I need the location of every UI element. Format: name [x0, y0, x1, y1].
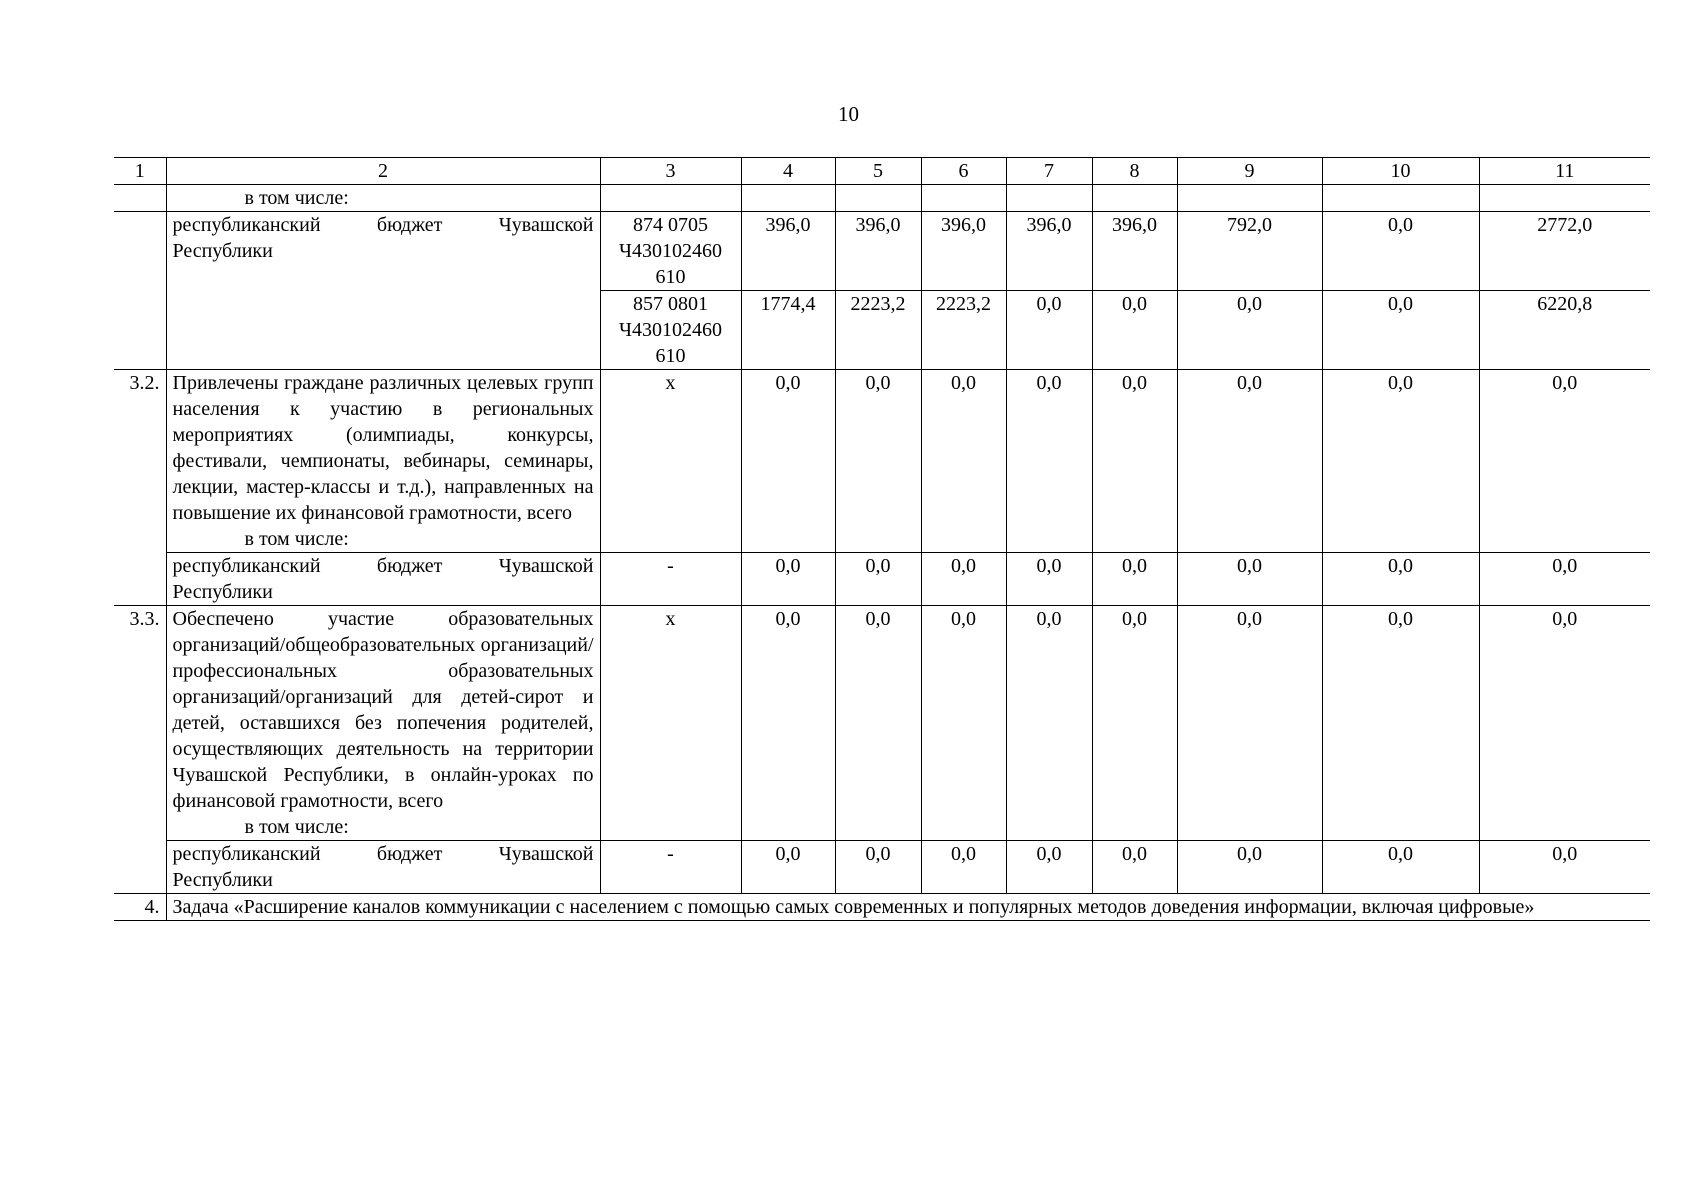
value-cell: 0,0 [921, 370, 1006, 553]
value-cell: 0,0 [1006, 841, 1092, 894]
value-cell: 0,0 [921, 841, 1006, 894]
value-cell: 0,0 [1322, 212, 1479, 291]
value-cell: 0,0 [1092, 553, 1177, 606]
row-index: 3.3. [114, 606, 166, 894]
table-row [114, 841, 1650, 894]
table-row [114, 894, 1650, 921]
row-name: Обеспечено участие образовательных организаций/общеобразовательных организаций/профессиональных образовательных организаций/организаций для детей-сирот и детей, оставшихся без попечения родителей, осуществляющих деятельность на территории Чувашской Республики, в онлайн-уроках по финансовой грамотности, всего в том числе: [166, 606, 600, 841]
value-cell: 0,0 [1322, 553, 1479, 606]
value-cell: 0,0 [1006, 553, 1092, 606]
value-cell: 0,0 [1006, 370, 1092, 553]
value-cell: 0,0 [1479, 370, 1650, 553]
value-cell: 0,0 [1479, 606, 1650, 841]
page-number: 10 [838, 102, 859, 126]
budget-code: 857 0801 Ч430102460 610 [600, 291, 741, 370]
value-cell: 0,0 [741, 841, 835, 894]
including-label: в том числе: [244, 187, 349, 209]
value-cell: 0,0 [835, 370, 921, 553]
value-cell: 396,0 [1006, 212, 1092, 291]
column-number-row [114, 158, 1650, 185]
value-cell: 0,0 [1322, 370, 1479, 553]
value-cell: 0,0 [1479, 553, 1650, 606]
value-cell: 396,0 [1092, 212, 1177, 291]
budget-code: - [600, 553, 741, 606]
column-number: 9 [1177, 158, 1322, 185]
row-index: 3.2. [114, 370, 166, 606]
value-cell: 0,0 [1006, 606, 1092, 841]
value-cell: 2223,2 [835, 291, 921, 370]
value-cell: 0,0 [1177, 370, 1322, 553]
value-cell: 0,0 [1006, 291, 1092, 370]
value-cell: 2223,2 [921, 291, 1006, 370]
table-row [114, 553, 1650, 606]
row-name: республиканский бюджет Чувашской Республики [166, 553, 600, 606]
row-name: Привлечены граждане различных целевых групп населения к участию в региональных мероприятиях (олимпиады, конкурсы, фестивали, чемпионаты, вебинары, семинары, лекции, мастер-классы и т.д.), направленных на повышение их финансовой грамотности, всего в том числе: [166, 370, 600, 553]
row-name: республиканский бюджет Чувашской Республики [166, 841, 600, 894]
column-number: 11 [1479, 158, 1650, 185]
column-number: 6 [921, 158, 1006, 185]
value-cell: 2772,0 [1479, 212, 1650, 291]
table-row [114, 370, 1650, 553]
value-cell: 0,0 [1322, 291, 1479, 370]
value-cell: 0,0 [1092, 291, 1177, 370]
column-number: 4 [741, 158, 835, 185]
column-number: 7 [1006, 158, 1092, 185]
value-cell: 396,0 [835, 212, 921, 291]
value-cell: 0,0 [921, 606, 1006, 841]
budget-code: - [600, 841, 741, 894]
column-number: 1 [114, 158, 166, 185]
value-cell: 0,0 [741, 553, 835, 606]
value-cell: 396,0 [921, 212, 1006, 291]
financing-table [114, 157, 1650, 921]
value-cell: 0,0 [835, 841, 921, 894]
table-row [114, 212, 1650, 291]
column-number: 10 [1322, 158, 1479, 185]
value-cell: 792,0 [1177, 212, 1322, 291]
row-index: 4. [114, 894, 166, 921]
value-cell: 0,0 [1092, 841, 1177, 894]
task-heading: Задача «Расширение каналов коммуникации с населением с помощью самых современных и популярных методов доведения информации, включая цифровые» [166, 894, 1650, 921]
value-cell: 0,0 [1177, 606, 1322, 841]
value-cell: 0,0 [1177, 553, 1322, 606]
column-number: 2 [166, 158, 600, 185]
budget-code: х [600, 606, 741, 841]
budget-code: 874 0705 Ч430102460 610 [600, 212, 741, 291]
column-number: 3 [600, 158, 741, 185]
value-cell: 0,0 [835, 606, 921, 841]
table-row [114, 185, 1650, 212]
budget-code: х [600, 370, 741, 553]
column-number: 5 [835, 158, 921, 185]
value-cell: 6220,8 [1479, 291, 1650, 370]
value-cell: 0,0 [1092, 370, 1177, 553]
column-number: 8 [1092, 158, 1177, 185]
value-cell: 0,0 [1479, 841, 1650, 894]
value-cell: 0,0 [741, 370, 835, 553]
value-cell: 0,0 [1322, 606, 1479, 841]
value-cell: 0,0 [1322, 841, 1479, 894]
value-cell: 0,0 [835, 553, 921, 606]
value-cell: 0,0 [1092, 606, 1177, 841]
value-cell: 1774,4 [741, 291, 835, 370]
value-cell: 0,0 [921, 553, 1006, 606]
table-row [114, 606, 1650, 841]
value-cell: 396,0 [741, 212, 835, 291]
value-cell: 0,0 [1177, 291, 1322, 370]
including-label: в том числе: [244, 528, 349, 550]
value-cell: 0,0 [741, 606, 835, 841]
including-label: в том числе: [244, 816, 349, 838]
value-cell: 0,0 [1177, 841, 1322, 894]
row-name: республиканский бюджет Чувашской Республики [166, 212, 600, 370]
